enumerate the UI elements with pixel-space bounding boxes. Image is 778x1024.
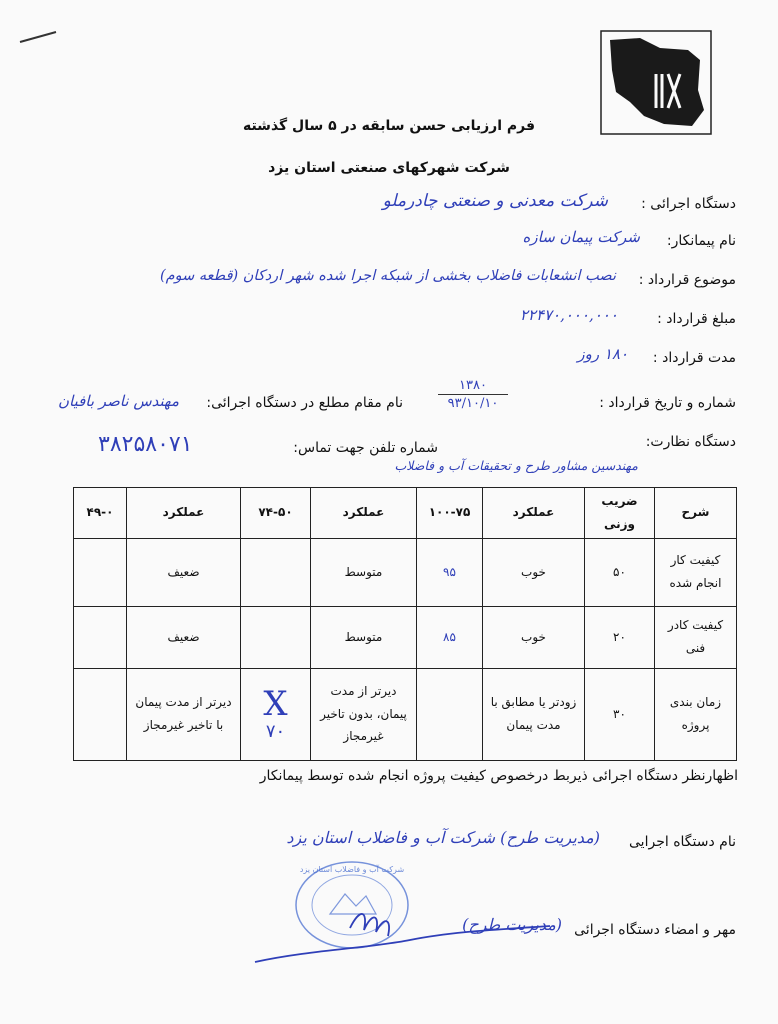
number-date-label: شماره و تاریخ قرارداد : bbox=[599, 395, 736, 411]
col-header-perf-mid: عملکرد bbox=[311, 488, 417, 539]
amount-label: مبلغ قرارداد : bbox=[657, 311, 736, 327]
row-perf-good: زودتر یا مطابق با مدت پیمان bbox=[483, 668, 585, 760]
row-score-mid-value: ۷۰ bbox=[265, 721, 286, 743]
row-score-high: ۹۵ bbox=[417, 538, 483, 606]
row-perf-good: خوب bbox=[483, 538, 585, 606]
phone-label: شماره تلفن جهت تماس: bbox=[293, 440, 438, 456]
table-header-row bbox=[74, 488, 737, 539]
company-name: شرکت شهرکهای صنعتی استان یزد bbox=[268, 160, 510, 176]
subject-value: نصب انشعابات فاضلاب بخشی از شبکه اجرا شده شهر اردکان (قطعه سوم) bbox=[160, 268, 616, 284]
row-score-low bbox=[74, 606, 127, 668]
row-perf-low: ضعیف bbox=[127, 538, 241, 606]
col-header-range-low: ۴۹-۰ bbox=[74, 488, 127, 539]
phone-value: ۳۸۲۵۸۰۷۱ bbox=[98, 432, 193, 457]
subject-label: موضوع قرارداد : bbox=[638, 272, 736, 288]
number-date-date: ۹۳/۱۰/۱۰ bbox=[447, 396, 499, 411]
contractor-value: شرکت پیمان سازه bbox=[522, 228, 640, 246]
row-score-high: ۸۵ bbox=[417, 606, 483, 668]
contractor-label: نام پیمانکار: bbox=[666, 233, 736, 249]
row-desc: کیفیت کادر فنی bbox=[655, 606, 737, 668]
col-header-perf-good: عملکرد bbox=[483, 488, 585, 539]
row-score-mid bbox=[241, 606, 311, 668]
seal-value: (مدیریت طرح) bbox=[462, 915, 562, 934]
row-score-mid bbox=[241, 538, 311, 606]
duration-label: مدت قرارداد : bbox=[652, 350, 736, 366]
row-perf-good: خوب bbox=[483, 606, 585, 668]
row-perf-mid: دیرتر از مدت پیمان، بدون تاخیر غیرمجاز bbox=[311, 668, 417, 760]
row-weight: ۳۰ bbox=[585, 668, 655, 760]
row-desc: کیفیت کار انجام شده bbox=[655, 538, 737, 606]
supervisor-value: مهندسین مشاور طرح و تحقیقات آب و فاضلاب bbox=[394, 458, 638, 473]
number-date-value bbox=[432, 378, 514, 411]
supervisor-label: دستگاه نظارت: bbox=[645, 434, 736, 450]
row-weight: ۲۰ bbox=[585, 606, 655, 668]
col-header-range-mid: ۷۴-۵۰ bbox=[241, 488, 311, 539]
row-score-high bbox=[417, 668, 483, 760]
executor-value: شرکت معدنی و صنعتی چادرملو bbox=[382, 191, 608, 211]
executor-name-label: نام دستگاه اجرایی bbox=[629, 834, 736, 850]
form-title: فرم ارزیابی حسن سابقه در ۵ سال گذشته bbox=[242, 118, 536, 134]
row-score-low bbox=[74, 538, 127, 606]
duration-value: ۱۸۰ روز bbox=[577, 345, 628, 363]
col-header-desc: شرح bbox=[655, 488, 737, 539]
row-perf-low: دیرتر از مدت پیمان با تاخیر غیرمجاز bbox=[127, 668, 241, 760]
col-header-range-high: ۱۰۰-۷۵ bbox=[417, 488, 483, 539]
executor-label: دستگاه اجرائی : bbox=[641, 196, 736, 212]
executor-name-value: (مدیریت طرح) شرکت آب و فاضلاب استان یزد bbox=[286, 828, 600, 847]
table-row bbox=[74, 538, 737, 606]
row-perf-low: ضعیف bbox=[127, 606, 241, 668]
col-header-perf-low: عملکرد bbox=[127, 488, 241, 539]
stamp-text: شرکت آب و فاضلاب استان یزد bbox=[299, 865, 405, 874]
row-weight: ۵۰ bbox=[585, 538, 655, 606]
row-perf-mid: متوسط bbox=[311, 606, 417, 668]
statement-text: اظهارنظر دستگاه اجرائی ذیربط درخصوص کیفیت پروژه انجام شده توسط پیمانکار bbox=[259, 768, 738, 784]
seal-label: مهر و امضاء دستگاه اجرائی bbox=[574, 922, 736, 938]
evaluation-table bbox=[73, 487, 737, 761]
col-header-weight: ضریب وزنی bbox=[585, 488, 655, 539]
pen-mark bbox=[18, 30, 58, 44]
fraction-bar bbox=[438, 394, 508, 395]
official-value: مهندس ناصر بافیان bbox=[58, 392, 179, 410]
number-date-year: ۱۳۸۰ bbox=[459, 378, 487, 393]
table-row bbox=[74, 606, 737, 668]
official-label: نام مقام مطلع در دستگاه اجرائی: bbox=[206, 395, 403, 411]
cross-mark: X bbox=[263, 684, 288, 725]
row-score-mid bbox=[241, 668, 311, 760]
row-perf-mid: متوسط bbox=[311, 538, 417, 606]
row-desc: زمان بندی پروژه bbox=[655, 668, 737, 760]
row-score-low bbox=[74, 668, 127, 760]
amount-value: ۲۲۴۷۰,۰۰۰,۰۰۰ bbox=[519, 306, 618, 324]
table-row bbox=[74, 668, 737, 760]
